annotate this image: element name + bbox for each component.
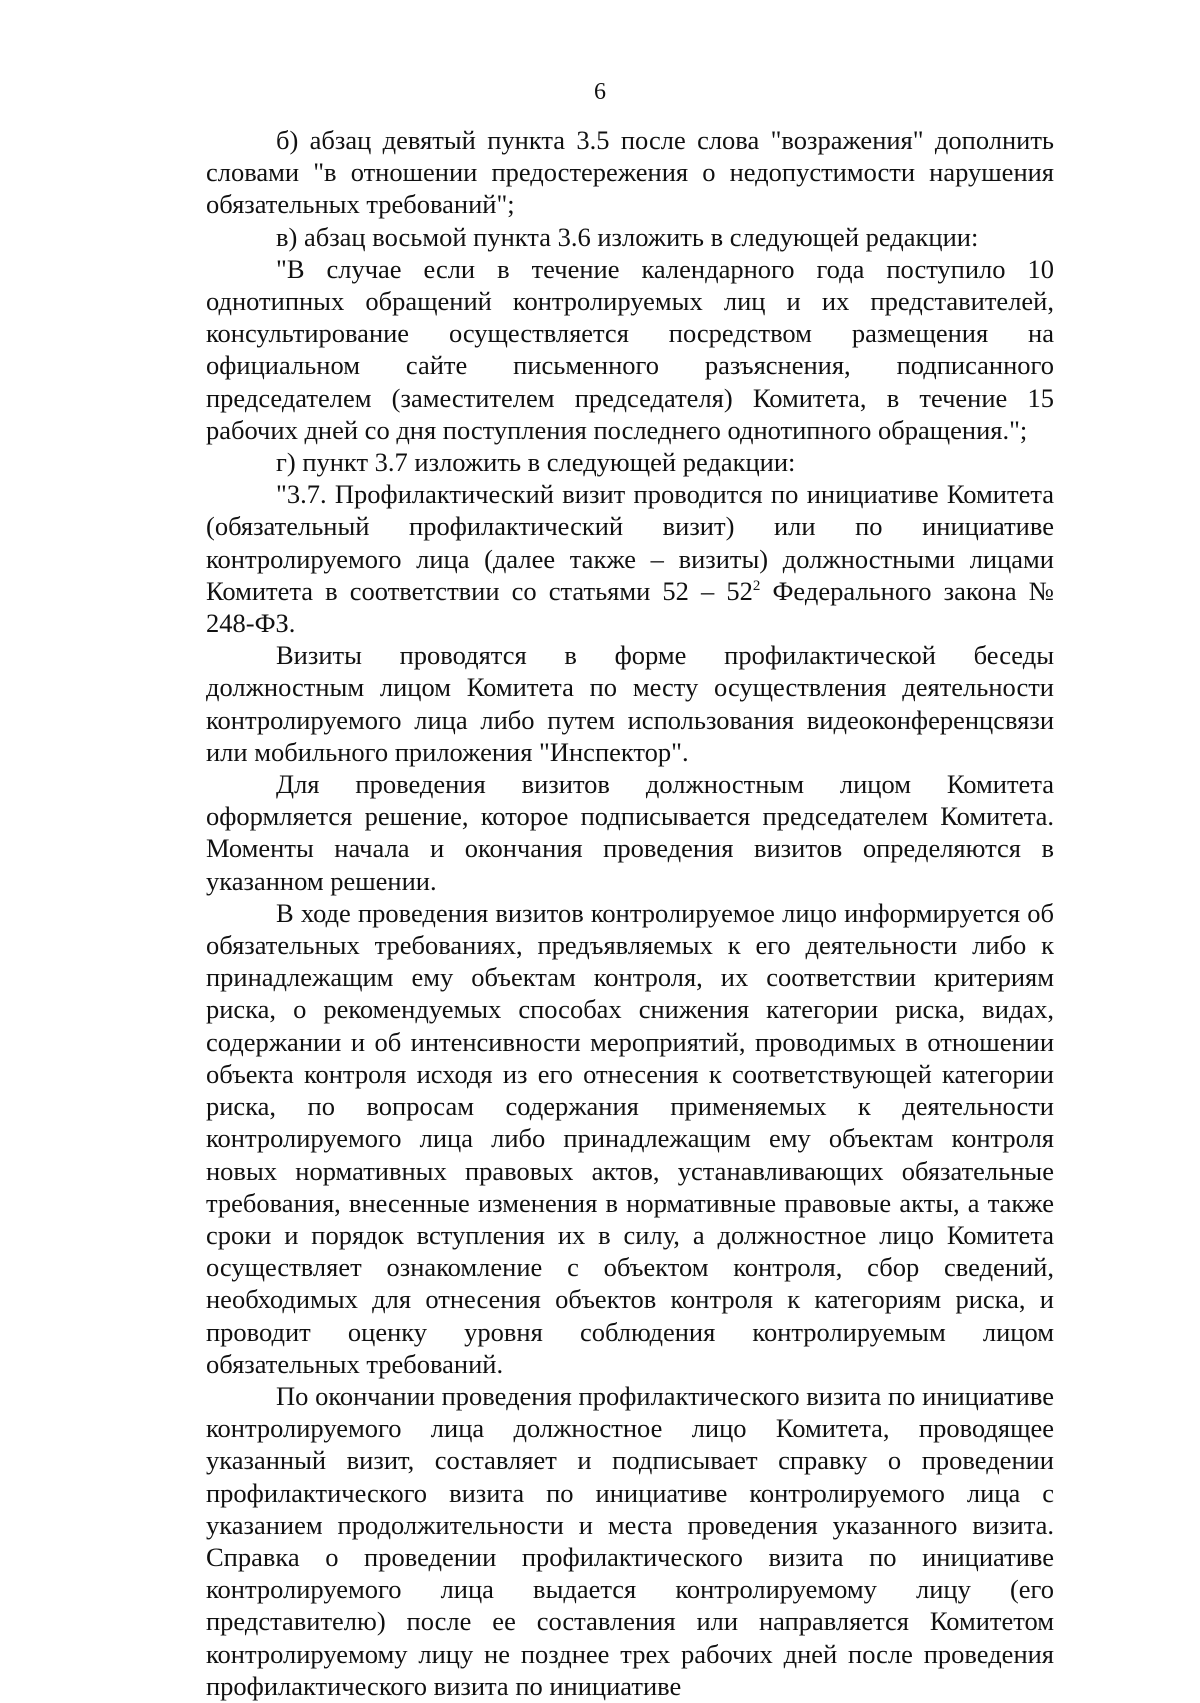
paragraph: [206, 478, 1054, 639]
paragraph: в) абзац восьмой пункта 3.6 изложить в следующей редакции:: [276, 221, 979, 252]
paragraph-text: Федерального закона № 248-ФЗ.: [206, 575, 1054, 639]
superscript: 2: [752, 578, 761, 595]
document-body: [206, 124, 1054, 1702]
paragraph: По окончании проведения профилактического визита по инициативе контролируемого лица должностное лицо Комитета, проводящее указанный визит, составляет и подписывает справку о проведении профилактического визита по инициативе контролируемого лица с указанием продолжительности и места проведения указанного визита. Справка о проведении профилактического визита по инициативе контролируемого лица выдается контролируемому лицу (его представителю) после ее составления или направляется Комитетом контролируемому лицу не позднее трех рабочих дней после проведения профилактического визита по инициативе: [206, 1380, 1054, 1701]
paragraph-text: "3.7. Профилактический визит проводится по инициативе Комитета (обязательный профилактический визит) или по инициативе контролируемого лица (далее также – визиты) должностными лицами Комитета в соответствии со статьями 52 – 52: [206, 479, 1054, 606]
paragraph: г) пункт 3.7 изложить в следующей редакции:: [276, 447, 796, 478]
paragraph: б) абзац девятый пункта 3.5 после слова "возражения" дополнить словами "в отношении предостережения о недопустимости нарушения обязательных требований";: [206, 125, 1054, 220]
page-number: 6: [594, 79, 606, 105]
paragraph: Для проведения визитов должностным лицом Комитета оформляется решение, которое подписывается председателем Комитета. Моменты начала и окончания проведения визитов определяются в указанном решении.: [206, 769, 1054, 896]
paragraph: "В случае если в течение календарного года поступило 10 однотипных обращений контролируемых лиц и их представителей, консультирование осуществляется посредством размещения на официальном сайте письменного разъяснения, подписанного председателем (заместителем председателя) Комитета, в течение 15 рабочих дней со дня поступления последнего однотипного обращения.";: [206, 253, 1054, 445]
paragraph: Визиты проводятся в форме профилактической беседы должностным лицом Комитета по месту осуществления деятельности контролируемого лица либо путем использования видеоконференцсвязи или мобильного приложения "Инспектор".: [206, 640, 1054, 767]
paragraph: В ходе проведения визитов контролируемое лицо информируется об обязательных требованиях, предъявляемых к его деятельности либо к принадлежащим ему объектам контроля, их соответствии критериям риска, о рекомендуемых способах снижения категории риска, видах, содержании и об интенсивности мероприятий, проводимых в отношении объекта контроля исходя из его отнесения к соответствующей категории риска, по вопросам содержания применяемых к деятельности контролируемого лица либо принадлежащим ему объектам контроля новых нормативных правовых актов, устанавливающих обязательные требования, внесенные изменения в нормативные правовые акты, а также сроки и порядок вступления их в силу, а должностное лицо Комитета осуществляет ознакомление с объектом контроля, сбор сведений, необходимых для отнесения объектов контроля к категориям риска, и проводит оценку уровня соблюдения контролируемым лицом обязательных требований.: [206, 897, 1054, 1379]
